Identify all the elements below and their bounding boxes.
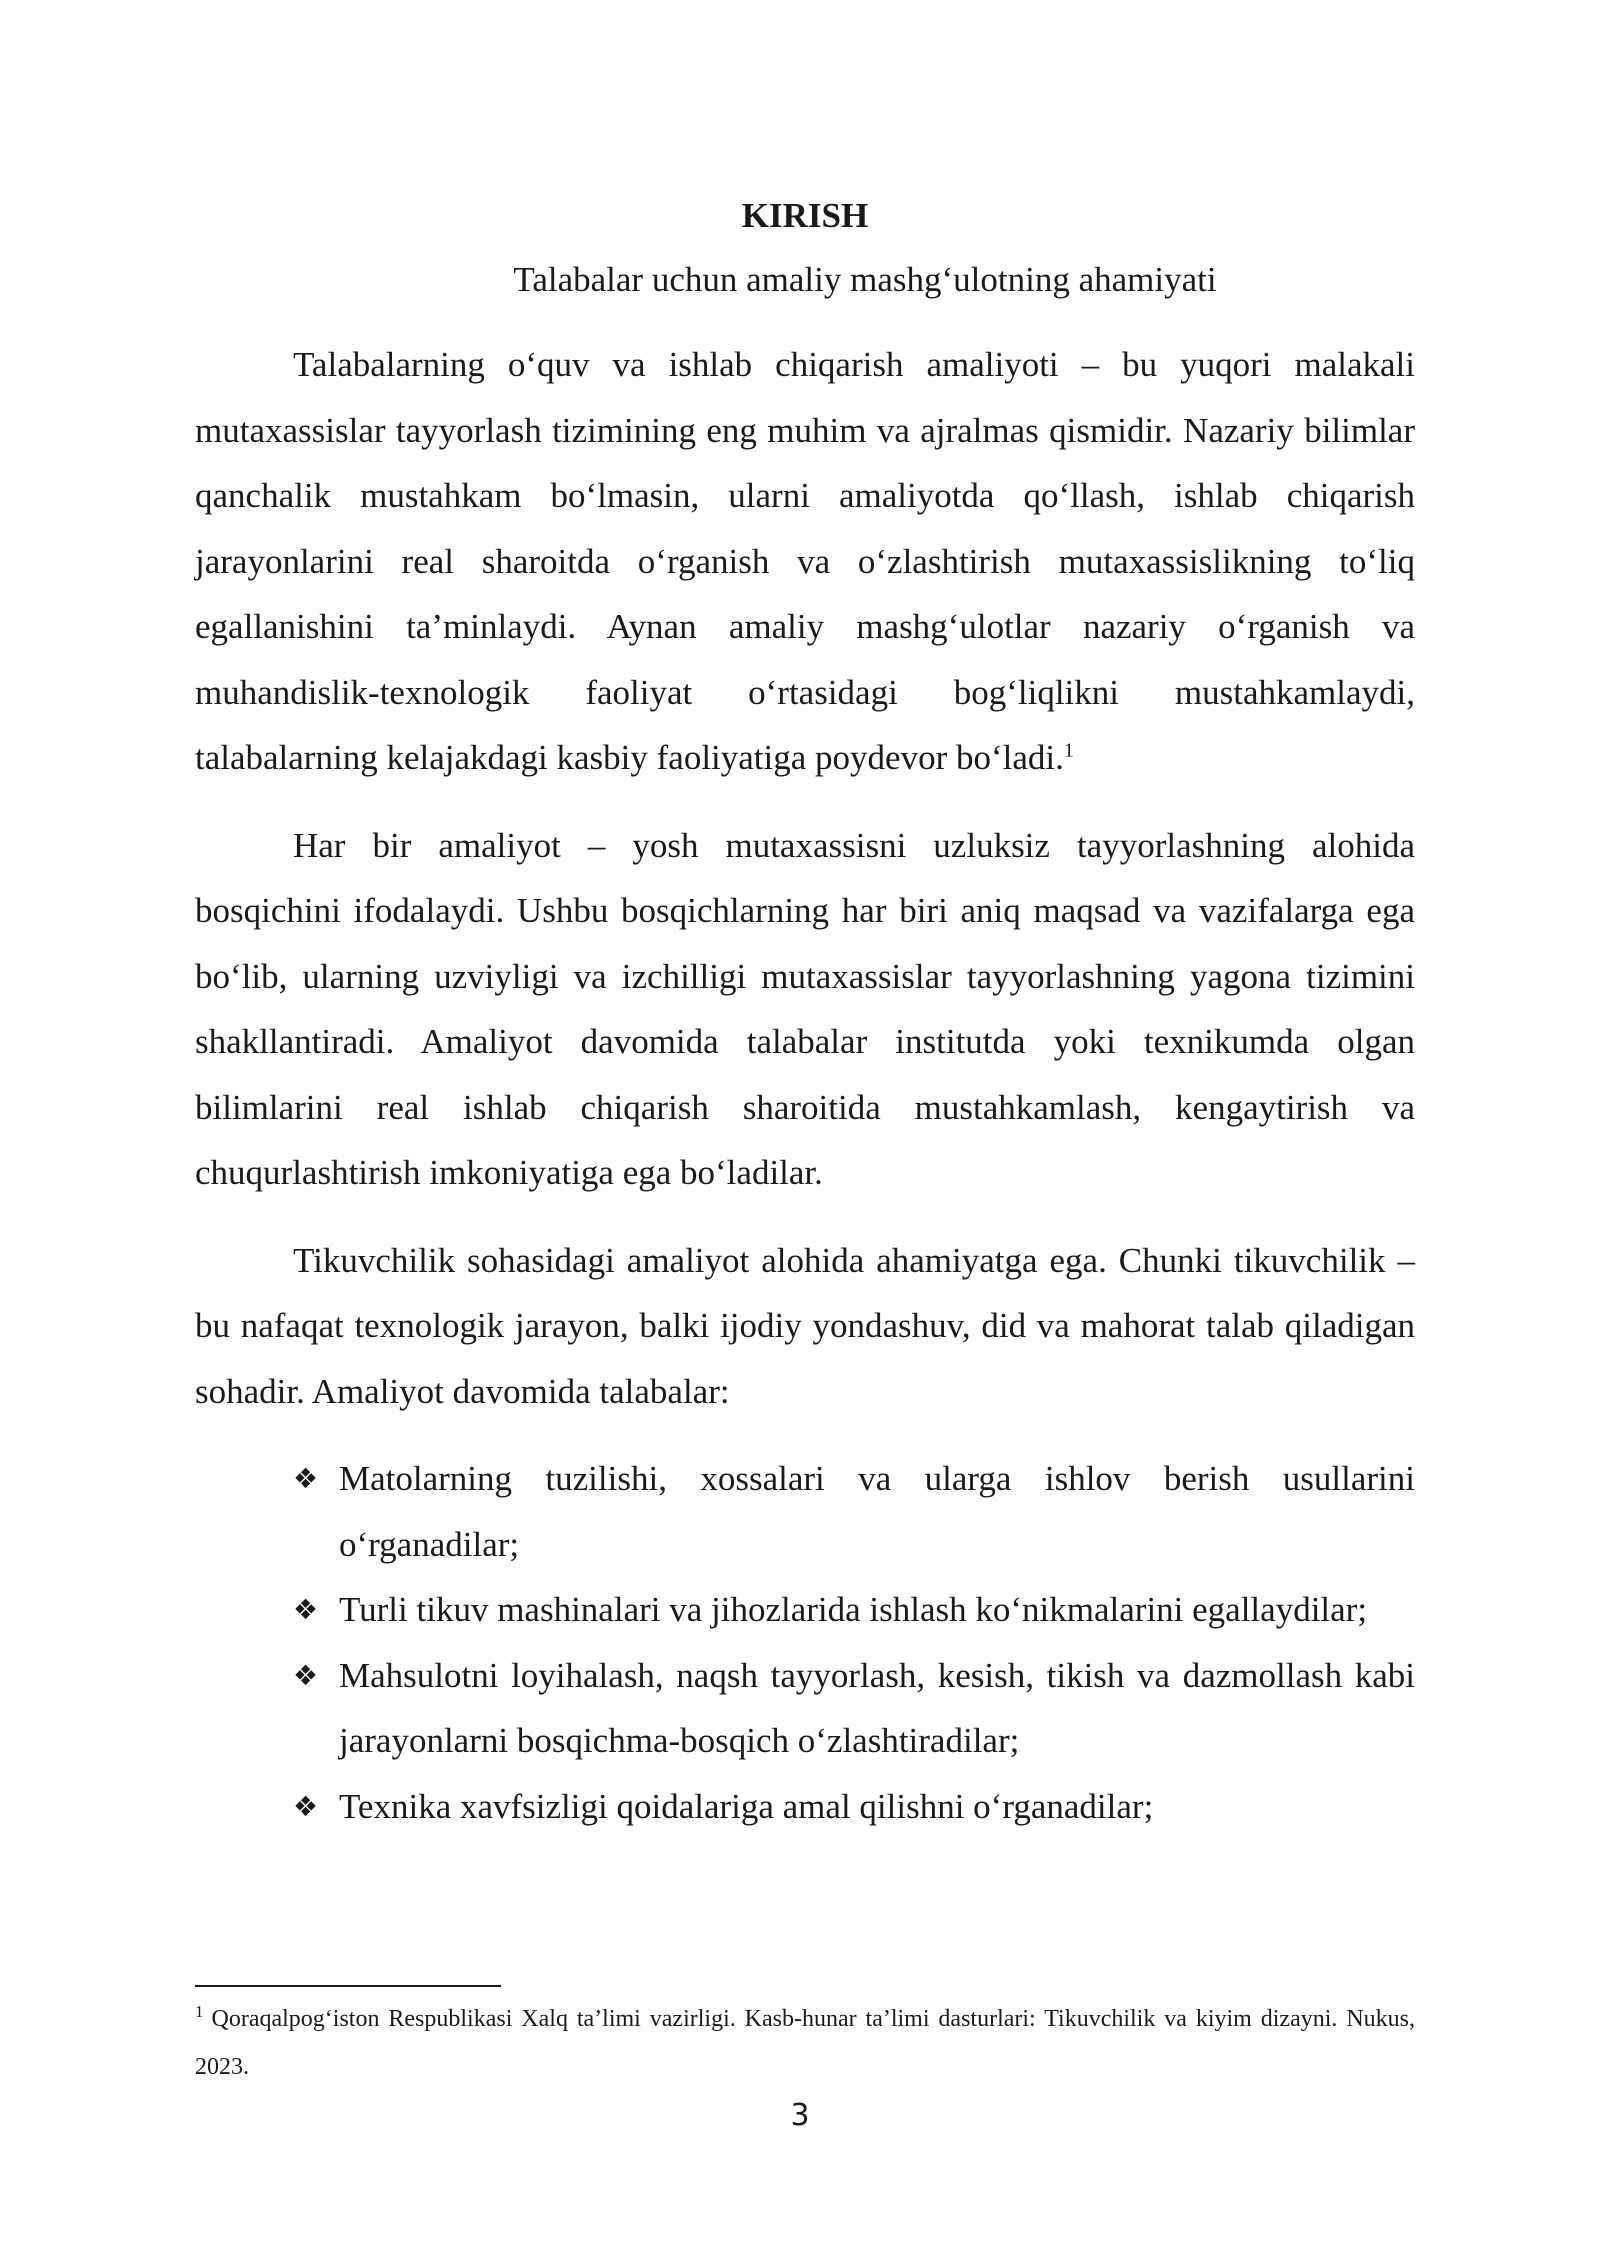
footnote-separator [195,1985,501,1987]
paragraph-text: Tikuvchilik sohasidagi amaliyot alohida ahamiyatga ega. Chunki tikuvchilik – bu nafaqat texnologik jarayon, balki ijodiy yondashuv, did va mahorat talab qiladigan sohadir. Amaliyot davomida talabalar: [195,1240,1415,1411]
list-item-text: Mahsulotni loyihalash, naqsh tayyorlash, kesish, tikish va dazmollash kabi jarayonlarni bosqichma-bosqich o‘zlashtiradilar; [339,1655,1415,1760]
footnote-text: Qoraqalpog‘iston Respublikasi Xalq ta’limi vazirligi. Kasb-hunar ta’limi dasturlari: Tikuvchilik va kiyim dizayni. Nukus, 2023. [195,2006,1415,2080]
paragraph-1 [195,332,1415,791]
list-item [293,1446,1415,1577]
list-item-text: Matolarning tuzilishi, xossalari va ularga ishlov berish usullarini o‘rganadilar; [339,1459,1415,1564]
paragraph-2 [195,813,1415,1206]
section-subheading: Talabalar uchun amaliy mashg‘ulotning ahamiyati [513,260,1217,299]
diamond-bullet-icon: ❖ [293,1462,319,1495]
diamond-bullet-icon: ❖ [293,1789,319,1823]
diamond-bullet-icon: ❖ [293,1593,319,1626]
paragraph-text: Har bir amaliyot – yosh mutaxassisni uzluksiz tayyorlashning alohida bosqichini ifodalaydi. Ushbu bosqichlarning har biri aniq maqsad va vazifalarga ega bo‘lib, ularning uzviyligi va izchilligi mutaxassislar tayyorlashning yagona tizimini shakllantiradi. Amaliyot davomida talabalar institutda yoki texnikumda olgan bilimlarini real ishlab chiqarish sharoitida mustahkamlash, kengaytirish va chuqurlashtirish imkoniyatiga ega bo‘ladilar. [195,825,1415,1192]
list-item-text: Turli tikuv mashinalari va jihozlarida ishlash ko‘nikmalarini egallaydilar; [339,1590,1368,1629]
paragraph-3 [195,1228,1415,1425]
footnote-number: 1 [195,2002,204,2021]
paragraph-text: Talabalarning o‘quv va ishlab chiqarish amaliyoti – bu yuqori malakali mutaxassislar tayyorlash tizimining eng muhim va ajralmas qismidir. Nazariy bilimlar qanchalik mustahkam bo‘lmasin, ularni amaliyotda qo‘llash, ishlab chiqarish jarayonlarini real sharoitda o‘rganish va o‘zlashtirish mutaxassislikning to‘liq egallanishini ta’minlaydi. Aynan amaliy mashg‘ulotlar nazariy o‘rganish va muhandislik-texnologik faoliyat o‘rtasidagi bog‘liqlikni mustahkamlaydi, talabalarning kelajakdagi kasbiy faoliyatiga poydevor bo‘ladi. [195,345,1415,777]
list-item-text: Texnika xavfsizligi qoidalariga amal qilishni o‘rganadilar; [339,1786,1154,1826]
page-number: 3 [790,2098,810,2133]
footnote-reference[interactable]: 1 [1063,739,1074,762]
list-item [293,1577,1415,1643]
footnote [195,1995,1415,2091]
page-body [195,190,1415,1839]
list-item [293,1643,1415,1774]
bullet-list [195,1446,1415,1839]
section-heading: KIRISH [741,196,869,235]
list-item [293,1774,1415,1840]
diamond-bullet-icon: ❖ [293,1658,319,1692]
